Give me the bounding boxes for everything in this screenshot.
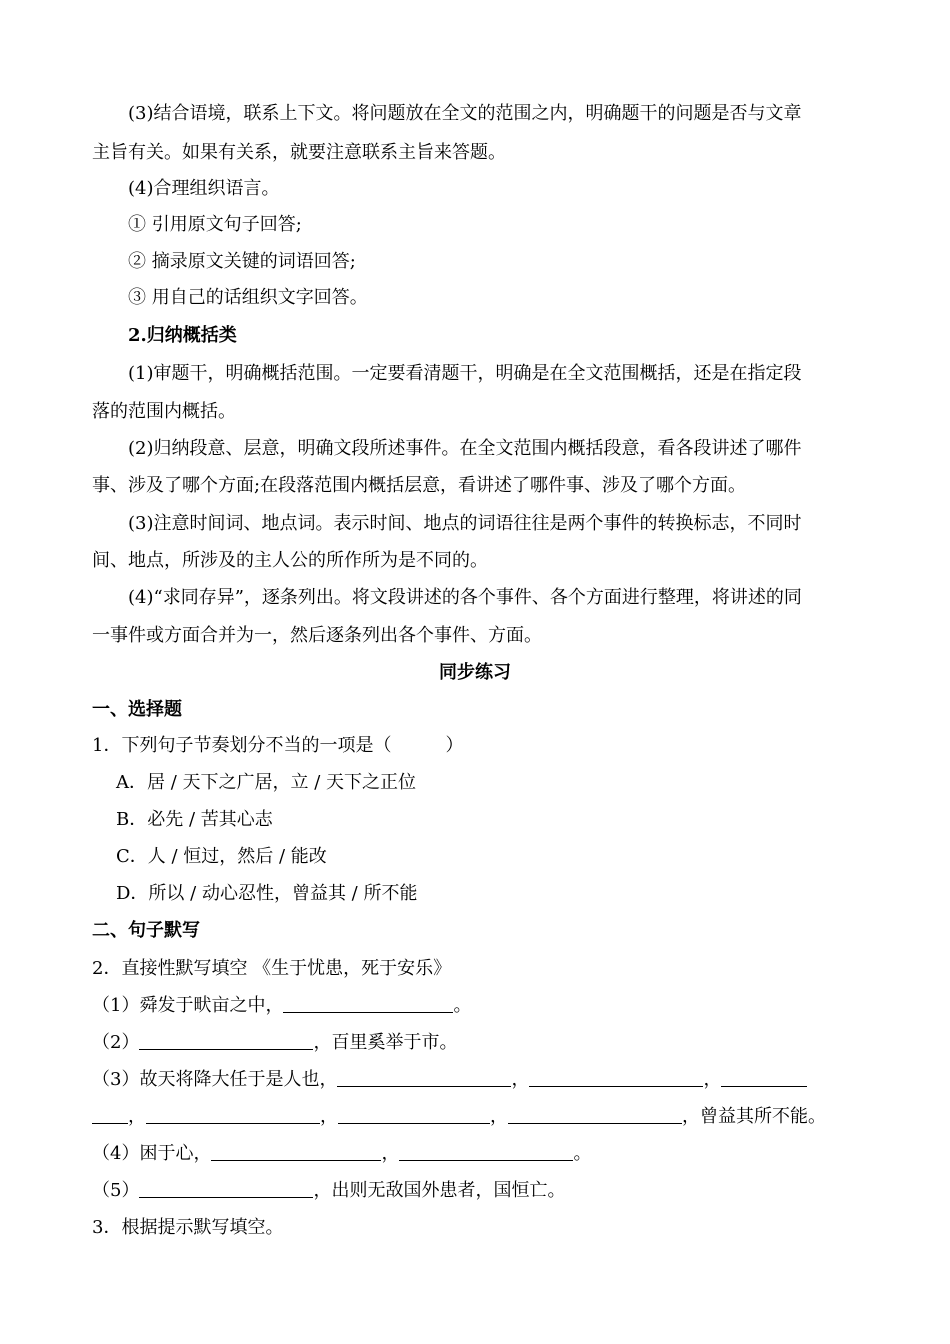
fill-4	[92, 1142, 591, 1166]
step-3-line-2: 间、地点，所涉及的主人公的所作所为是不同的。	[92, 550, 488, 571]
fill-3-blank-1[interactable]	[337, 1068, 511, 1087]
fill-3-comma-3: ，	[128, 1106, 146, 1127]
step-2-line-2: 事、涉及了哪个方面;在段落范围内概括层意，看讲述了哪件事、涉及了哪个方面。	[92, 475, 747, 496]
step-4-line-1: (4)“求同存异”，逐条列出。将文段讲述的各个事件、各个方面进行整理，将讲述的同	[128, 587, 802, 608]
fill-4-prefix: （4）困于心，	[92, 1143, 212, 1164]
fill-3-comma-4: ，	[320, 1106, 338, 1127]
fill-4-blank-1[interactable]	[211, 1142, 381, 1161]
fill-2-prefix: （2）	[92, 1032, 140, 1053]
question-2: 2．直接性默写填空 《生于忧患，死于安乐》	[92, 958, 452, 979]
heading-summarize: 2.归纳概括类	[128, 325, 237, 346]
section-multiple-choice: 一、选择题	[92, 699, 182, 720]
tip-4: (4)合理组织语言。	[128, 178, 280, 199]
option-c: C．人 / 恒过，然后 / 能改	[116, 846, 327, 867]
fill-2-suffix: ，百里奚举于市。	[313, 1032, 458, 1053]
method-2: ② 摘录原文关键的词语回答;	[128, 251, 356, 272]
tip-3-line-2: 主旨有关。如果有关系，就要注意联系主旨来答题。	[92, 142, 506, 163]
fill-3-blank-3b[interactable]	[92, 1105, 128, 1124]
option-b: B．必先 / 苦其心志	[116, 809, 273, 830]
fill-5-suffix: ，出则无敌国外患者，国恒亡。	[313, 1180, 566, 1201]
question-1: 1．下列句子节奏划分不当的一项是（ ）	[92, 735, 464, 756]
fill-3-blank-4[interactable]	[146, 1105, 320, 1124]
fill-3-blank-2[interactable]	[529, 1068, 703, 1087]
method-1: ① 引用原文句子回答;	[128, 214, 302, 235]
practice-title: 同步练习	[439, 662, 511, 683]
step-2-line-1: (2)归纳段意、层意，明确文段所述事件。在全文范围内概括段意，看各段讲述了哪件	[128, 438, 802, 459]
fill-2	[92, 1031, 457, 1055]
fill-1-suffix: 。	[453, 995, 472, 1016]
fill-3-blank-3a[interactable]	[721, 1068, 807, 1087]
fill-1-prefix: （1）舜发于畎亩之中，	[92, 995, 284, 1016]
fill-5	[92, 1179, 565, 1203]
tip-3-line-1: (3)结合语境，联系上下文。将问题放在全文的范围之内，明确题干的问题是否与文章	[128, 103, 802, 124]
fill-4-blank-2[interactable]	[399, 1142, 573, 1161]
step-4-line-2: 一事件或方面合并为一，然后逐条列出各个事件、方面。	[92, 625, 542, 646]
fill-5-prefix: （5）	[92, 1180, 140, 1201]
step-1-line-2: 落的范围内概括。	[92, 401, 236, 422]
fill-4-suffix: 。	[573, 1143, 592, 1164]
step-1-line-1: (1)审题干，明确概括范围。一定要看清题干，明确是在全文范围概括，还是在指定段	[128, 363, 802, 384]
fill-3-comma-1: ，	[511, 1069, 530, 1090]
fill-3-line-2	[92, 1105, 826, 1129]
fill-3-comma-2: ，	[703, 1069, 722, 1090]
question-3: 3．根据提示默写填空。	[92, 1217, 284, 1238]
step-3-line-1: (3)注意时间词、地点词。表示时间、地点的词语往往是两个事件的转换标志，不同时	[128, 513, 802, 534]
fill-3-comma-5: ，	[490, 1106, 508, 1127]
fill-2-blank[interactable]	[139, 1031, 313, 1050]
fill-3-blank-5[interactable]	[338, 1105, 490, 1124]
section-dictation: 二、句子默写	[92, 920, 200, 941]
fill-1-blank[interactable]	[283, 994, 453, 1013]
fill-3-suffix: ，曾益其所不能。	[682, 1106, 826, 1127]
fill-3-prefix: （3）故天将降大任于是人也，	[92, 1069, 338, 1090]
option-a: A．居 / 天下之广居，立 / 天下之正位	[116, 772, 417, 793]
option-d: D．所以 / 动心忍性，曾益其 / 所不能	[116, 883, 418, 904]
fill-4-comma: ，	[381, 1143, 400, 1164]
fill-5-blank[interactable]	[139, 1179, 313, 1198]
fill-3-line-1	[92, 1068, 807, 1092]
fill-1	[92, 994, 471, 1018]
fill-3-blank-6[interactable]	[508, 1105, 682, 1124]
method-3: ③ 用自己的话组织文字回答。	[128, 287, 368, 308]
